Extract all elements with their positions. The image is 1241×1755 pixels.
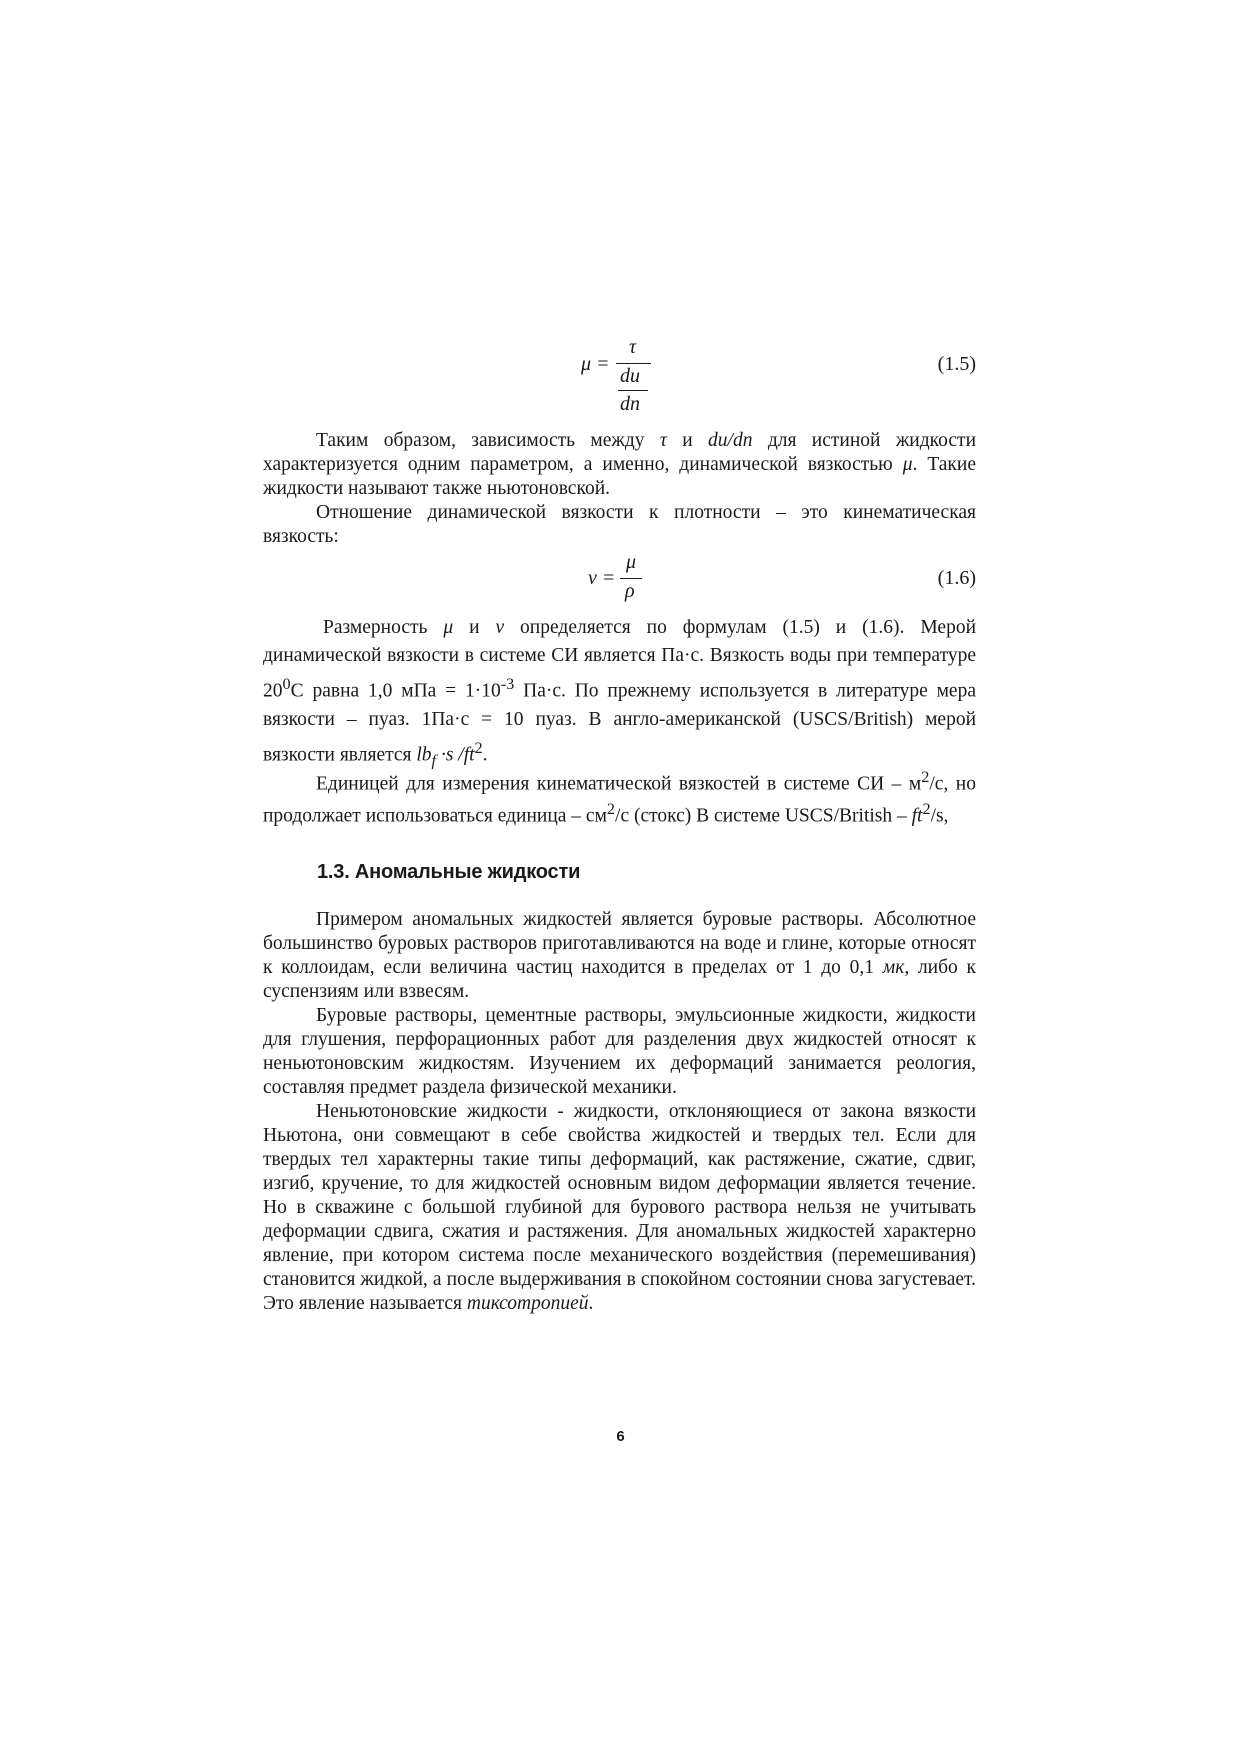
superscript: -3 [500,675,515,693]
formula-1-6-lhs: ν = [588,567,616,589]
text: для истиной жидкости характеризуется одним параметром, а именно, динамической вязкостью [263,430,976,475]
superscript: 2 [606,799,616,818]
mu-symbol: μ [443,617,454,638]
formula-1-6 [263,551,976,608]
mk-unit: мк [882,957,905,978]
formula-1-5-inner-denominator: dn [620,393,640,415]
superscript: 2 [921,768,930,786]
paragraph-6-text: Буровые растворы, цементные растворы, эмульсионные жидкости, жидкости для глушения, перфорационных работ для разделения двух жидкостей относят к неньютоновским жидкостям. Изучением их деформаций занимается реология, составляя предмет раздела физической механики. [263,1005,976,1098]
text: . Такие жидкости называют также ньютоновской. [263,454,976,499]
text: /с (стокс) В системе USCS/British – [615,805,912,826]
text: Неньютоновские жидкости - жидкости, отклоняющиеся от закона вязкости Ньютона, они совмещают в себе свойства жидкостей и твердых тел. Если для твердых тел характерны такие типы деформаций, как растяжение, сжатие, сдвиг, изгиб, кручение, то для жидкостей основным видом деформации является течение. Но в скважине с большой глубиной для бурового раствора нельзя не учитывать деформации сдвига, сжатия и растяжения. Для аномальных жидкостей характерно явление, при котором система после механического воздействия (перемешивания) становится жидкой, а после выдерживания в спокойном состоянии снова загустевает. Это явление называется [263,1101,976,1314]
text: /s, [930,805,949,826]
text: . [588,1293,594,1314]
paragraph-5 [263,908,976,1004]
mu-symbol: μ [902,454,913,475]
subscript: f [431,750,437,769]
text: Таким образом, зависимость между [316,430,660,451]
text: Единицей для измерения кинематической вязкостей в системе СИ – м [316,773,922,795]
text: . [482,744,488,765]
paragraph-1 [263,429,976,501]
formula-1-5-number: (1.5) [937,353,976,375]
text: /с, но продолжает использоваться единица – см [263,773,976,826]
paragraph-2 [263,501,976,549]
page-number: 6 [616,1428,625,1445]
paragraph-6 [263,1004,976,1100]
dudn-symbol: du/dn [708,430,753,451]
text: Примером аномальных жидкостей является буровые растворы. Абсолютное большинство буровых растворов приготавливаются на воде и глине, которые относят к коллоидам, если величина частиц находится в пределах от 1 до 0,1 [263,909,976,978]
section-heading: 1.3. Аномальные жидкости [317,861,581,883]
paragraph-3 [263,614,976,774]
text: и [666,430,709,451]
nu-symbol: ν [495,617,505,638]
text: Па·с. По прежнему используется в литературе мера вязкости – пуаз. 1Па·с = 10 пуаз. В англо-американской (USCS/British) мерой вязкости является [263,680,976,765]
tau-symbol: τ [659,430,667,451]
formula-1-6-denominator: ρ [625,580,635,602]
paragraph-7 [263,1100,976,1316]
formula-1-5-inner-bar [618,390,648,391]
formula-1-6-number: (1.6) [937,567,976,589]
text: определяется по формулам (1.5) и (1.6). Мерой динамической вязкости в системе СИ является Па·с. Вязкость воды при температуре 20 [263,617,977,702]
formula-1-6-numerator: μ [626,551,637,573]
formula-1-5-numerator: τ [629,336,637,358]
ft-unit: ft [911,805,923,826]
text: , либо к суспензиям или взвесям. [263,957,976,1002]
thixotropy-term: тиксотропией [466,1293,589,1314]
paragraph-4 [263,765,976,828]
formula-1-5-main-bar [616,363,651,364]
formula-1-5-lhs: μ = [581,353,610,375]
superscript: 2 [922,799,931,818]
s-ft-unit: ·s /ft [436,744,475,765]
text: Размерность [323,617,444,638]
superscript: 2 [474,738,483,757]
text: и [453,617,496,638]
paragraph-2-text: Отношение динамической вязкости к плотности – это кинематическая вязкость: [263,502,976,547]
superscript: 0 [282,675,291,693]
text: С равна 1,0 мПа = 1·10 [290,680,501,702]
formula-1-6-bar [620,578,642,579]
formula-1-5 [263,336,976,420]
lb-unit: lb [416,744,432,765]
formula-1-5-inner-numerator: du [620,365,640,387]
